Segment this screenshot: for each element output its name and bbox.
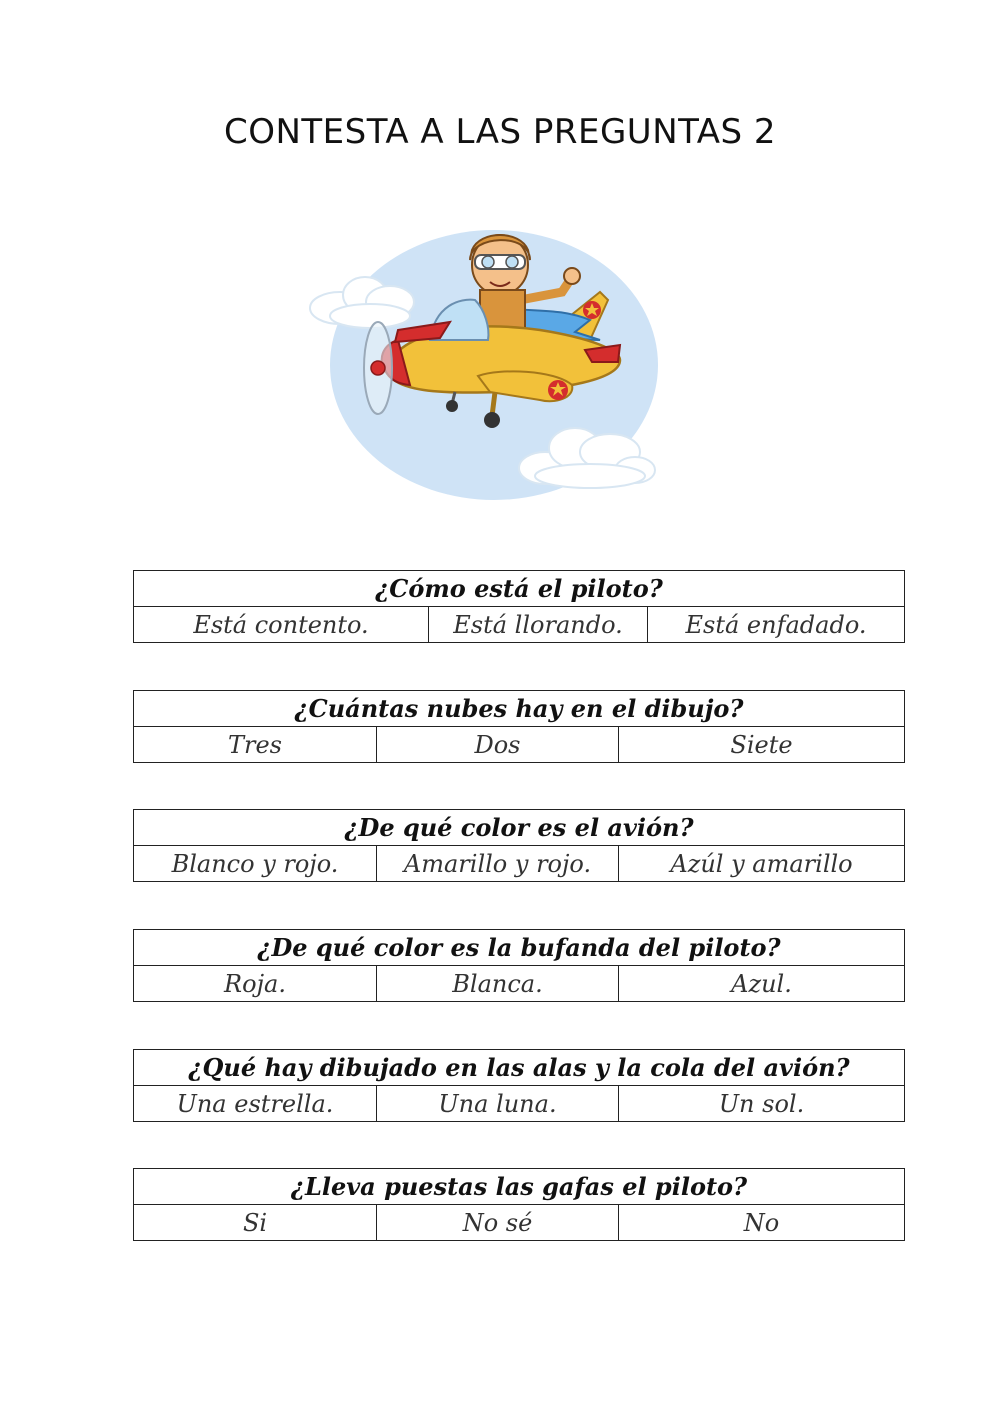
question-table: [133, 570, 905, 643]
answer-option[interactable]: Dos: [377, 727, 619, 763]
question-table: [133, 1049, 905, 1122]
question-text: ¿Cómo está el piloto?: [134, 571, 905, 607]
question-text: ¿De qué color es la bufanda del piloto?: [134, 930, 905, 966]
answer-option[interactable]: Un sol.: [619, 1086, 905, 1122]
answer-option[interactable]: Una luna.: [377, 1086, 619, 1122]
answer-option[interactable]: Siete: [619, 727, 905, 763]
answer-option[interactable]: No: [619, 1205, 905, 1241]
answer-option[interactable]: Amarillo y rojo.: [377, 846, 619, 882]
question-text: ¿Cuántas nubes hay en el dibujo?: [134, 691, 905, 727]
answer-option[interactable]: Blanca.: [377, 966, 619, 1002]
answer-option[interactable]: No sé: [377, 1205, 619, 1241]
answer-option[interactable]: Azul.: [619, 966, 905, 1002]
question-table: [133, 1168, 905, 1241]
answer-option[interactable]: Está contento.: [134, 607, 429, 643]
question-text: ¿De qué color es el avión?: [134, 810, 905, 846]
question-text: ¿Qué hay dibujado en las alas y la cola del avión?: [134, 1050, 905, 1086]
worksheet-title: CONTESTA A LAS PREGUNTAS 2: [223, 112, 777, 152]
answer-option[interactable]: Blanco y rojo.: [134, 846, 377, 882]
question-table: [133, 809, 905, 882]
answer-option[interactable]: Tres: [134, 727, 377, 763]
answer-option[interactable]: Una estrella.: [134, 1086, 377, 1122]
answer-option[interactable]: Está enfadado.: [648, 607, 905, 643]
answer-option[interactable]: Si: [134, 1205, 377, 1241]
question-table: [133, 690, 905, 763]
answer-option[interactable]: Roja.: [134, 966, 377, 1002]
question-text: ¿Lleva puestas las gafas el piloto?: [134, 1169, 905, 1205]
pilot-airplane-illustration: [300, 180, 670, 530]
question-table: [133, 929, 905, 1002]
answer-option[interactable]: Azúl y amarillo: [619, 846, 905, 882]
answer-option[interactable]: Está llorando.: [429, 607, 648, 643]
